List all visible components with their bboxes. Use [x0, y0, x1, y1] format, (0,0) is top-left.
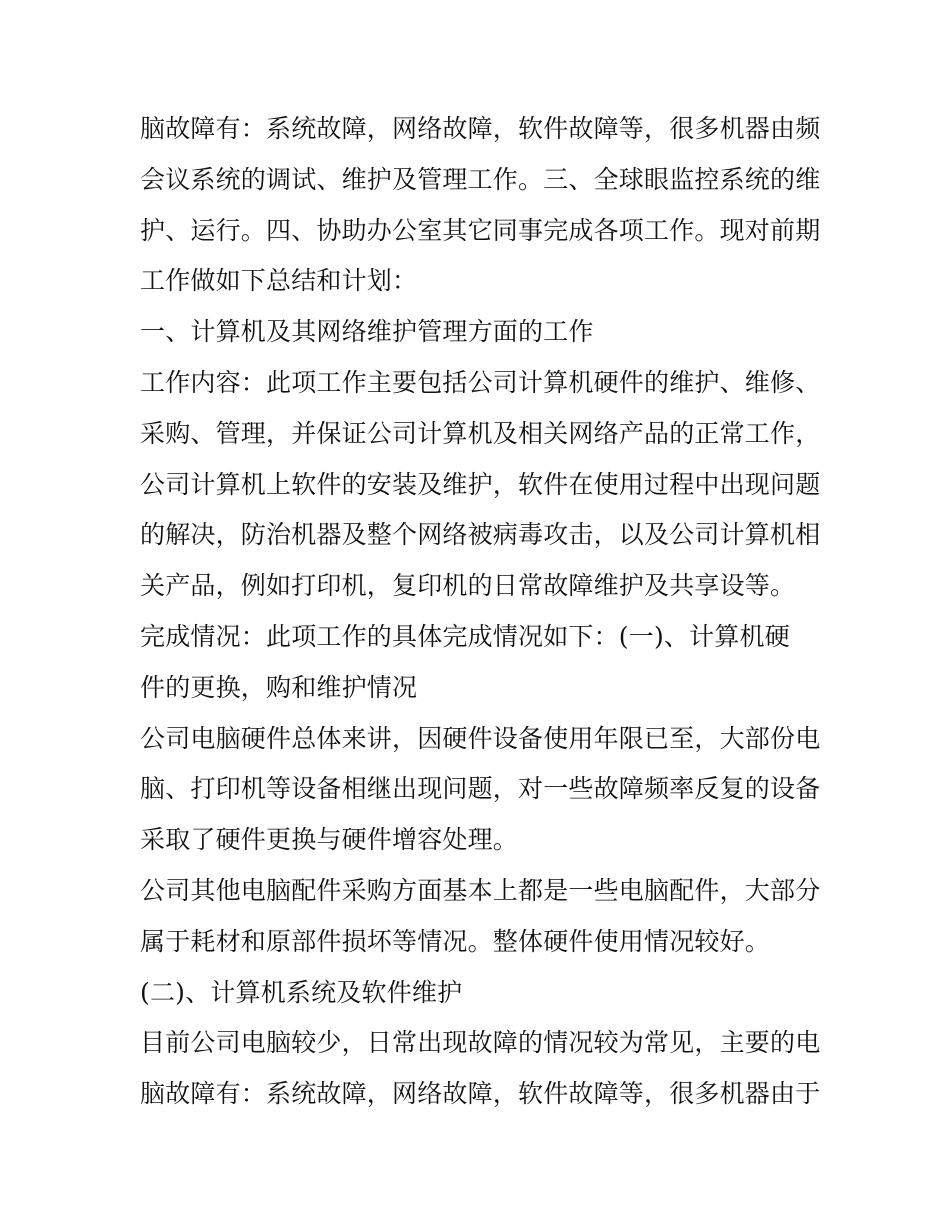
text-line: 工作内容：此项工作主要包括公司计算机硬件的维护、维修、 — [140, 367, 821, 397]
text-line: 件的更换，购和维护情况 — [140, 672, 418, 702]
text-line: 护、运行。四、协助办公室其它同事完成各项工作。现对前期 — [140, 215, 821, 245]
text-line: 属于耗材和原部件损坏等情况。整体硬件使用情况较好。 — [140, 926, 771, 956]
text-line: 会议系统的调试、维护及管理工作。三、全球眼监控系统的维 — [140, 164, 821, 194]
text-line: 脑、打印机等设备相继出现问题，对一些故障频率反复的设备 — [140, 774, 821, 804]
text-line: 公司计算机上软件的安装及维护，软件在使用过程中出现问题 — [140, 469, 821, 499]
text-line: 公司其他电脑配件采购方面基本上都是一些电脑配件，大部分 — [140, 875, 821, 905]
document-body — [140, 104, 820, 1120]
text-line: 采取了硬件更换与硬件增容处理。 — [140, 825, 519, 855]
text-line: 公司电脑硬件总体来讲，因硬件设备使用年限已至，大部份电 — [140, 723, 821, 753]
text-line: 工作做如下总结和计划： — [140, 266, 418, 296]
text-line: 目前公司电脑较少，日常出现故障的情况较为常见，主要的电 — [140, 1028, 821, 1058]
subsection-heading: (二)、计算机系统及软件维护 — [140, 977, 463, 1007]
text-line: 采购、管理，并保证公司计算机及相关网络产品的正常工作， — [140, 418, 821, 448]
text-line: 完成情况：此项工作的具体完成情况如下：(一)、计算机硬 — [140, 621, 790, 651]
text-line: 脑故障有：系统故障，网络故障，软件故障等，很多机器由于 — [140, 1079, 821, 1109]
section-heading: 一、计算机及其网络维护管理方面的工作 — [140, 317, 594, 347]
text-line: 的解决，防治机器及整个网络被病毒攻击，以及公司计算机相 — [140, 520, 821, 550]
text-line: 关产品，例如打印机，复印机的日常故障维护及共享设等。 — [140, 571, 796, 601]
text-line: 脑故障有：系统故障，网络故障，软件故障等，很多机器由频 — [140, 114, 821, 143]
